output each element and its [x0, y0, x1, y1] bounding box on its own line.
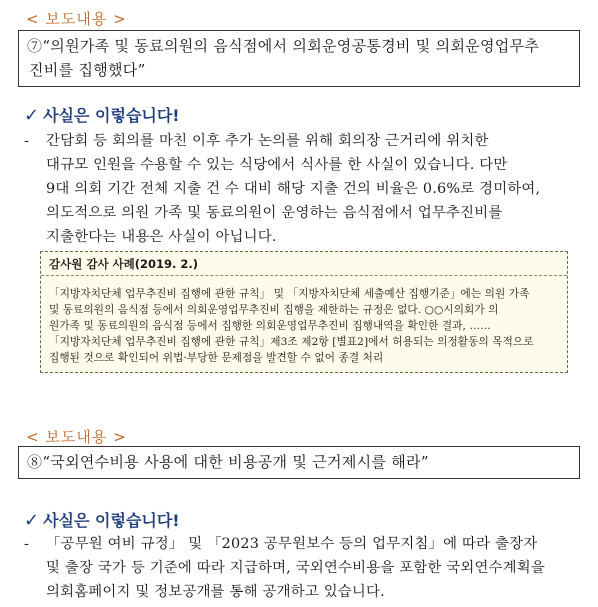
- item7-number: ⑦: [27, 37, 43, 55]
- checkmark-icon: ✓: [24, 510, 40, 531]
- item7-fact-line: 지출한다는 내용은 사실이 아닙니다.: [46, 229, 277, 245]
- item7-fact-dash: -: [24, 133, 30, 149]
- item8-fact-line: 의회홈페이지 및 정보공개를 통해 공개하고 있습니다.: [46, 584, 385, 600]
- audit-case-title: 감사원 감사 사례(2019. 2.): [41, 252, 567, 276]
- item7-claim-line1: “의원가족 및 동료의원의 음식점에서 의회운영공통경비 및 의회운영업무추: [42, 37, 540, 55]
- audit-case-body: [41, 276, 567, 372]
- checkmark-icon: ✓: [24, 105, 40, 126]
- item7-claim: [19, 31, 579, 86]
- item7-claim-box: [18, 30, 580, 87]
- item7-fact-heading: [24, 103, 180, 126]
- item7-fact-line: 간담회 등 회의를 마친 이후 추가 논의를 위해 회의장 근거리에 위치한: [46, 133, 489, 149]
- audit-case-box: [40, 251, 568, 373]
- item7-claim-line2: 진비를 집행했다”: [29, 61, 146, 79]
- audit-case-line: 및 동료의원의 음식점 등에서 의회운영업무추진비 집행을 제한하는 규정은 없다. ○○시의회가 의: [49, 304, 499, 316]
- item8-fact-line: 「공무원 여비 규정」 및 「2023 공무원보수 등의 업무지침」에 따라 출장자: [46, 536, 538, 552]
- item8-fact-heading-text: 사실은 이렇습니다!: [43, 511, 180, 530]
- item7-fact-heading-text: 사실은 이렇습니다!: [43, 106, 180, 125]
- item7-tag: < 보도내용 >: [26, 10, 127, 28]
- item8-claim-box: [18, 446, 580, 479]
- item7-fact-line: 대규모 인원을 수용할 수 있는 식당에서 식사를 한 사실이 있습니다. 다만: [46, 157, 508, 173]
- item8-number: ⑧: [27, 453, 43, 471]
- item8-fact-dash: -: [24, 536, 30, 552]
- item8-claim-line1: “국외연수비용 사용에 대한 비용공개 및 근거제시를 해라”: [42, 453, 429, 471]
- item7-fact-body: [24, 129, 572, 249]
- audit-case-line: 원가족 및 동료의원의 음식점 등에서 집행한 의회운영업무추진비 집행내역을 확인한 결과, ……: [49, 320, 491, 332]
- item8-claim: [19, 447, 579, 478]
- item8-fact-heading: [24, 508, 180, 531]
- item8-tag: < 보도내용 >: [26, 428, 127, 446]
- audit-case-line: 「지방자치단체 업무추진비 집행에 관한 규칙」 및 「지방자치단체 세출예산 집행기준」에는 의원 가족: [49, 288, 530, 300]
- audit-case-line: 집행된 것으로 확인되어 위법·부당한 문제점을 발견할 수 없어 종결 처리: [49, 352, 384, 364]
- item7-fact-line: 9대 의회 기간 전체 지출 건 수 대비 해당 지출 건의 비율은 0.6%로 경미하여,: [46, 181, 541, 197]
- item8-fact-line: 및 출장 국가 등 기준에 따라 지급하며, 국외연수비용을 포함한 국외연수계획을: [46, 560, 545, 576]
- item7-fact-line: 의도적으로 의원 가족 및 동료의원이 운영하는 음식점에서 업무추진비를: [46, 205, 503, 221]
- audit-case-line: 「지방자치단체 업무추진비 집행에 관한 규칙」제3조 제2항 [별표2]에서 허용되는 의정활동의 목적으로: [49, 336, 534, 348]
- item8-fact-body: [24, 532, 572, 604]
